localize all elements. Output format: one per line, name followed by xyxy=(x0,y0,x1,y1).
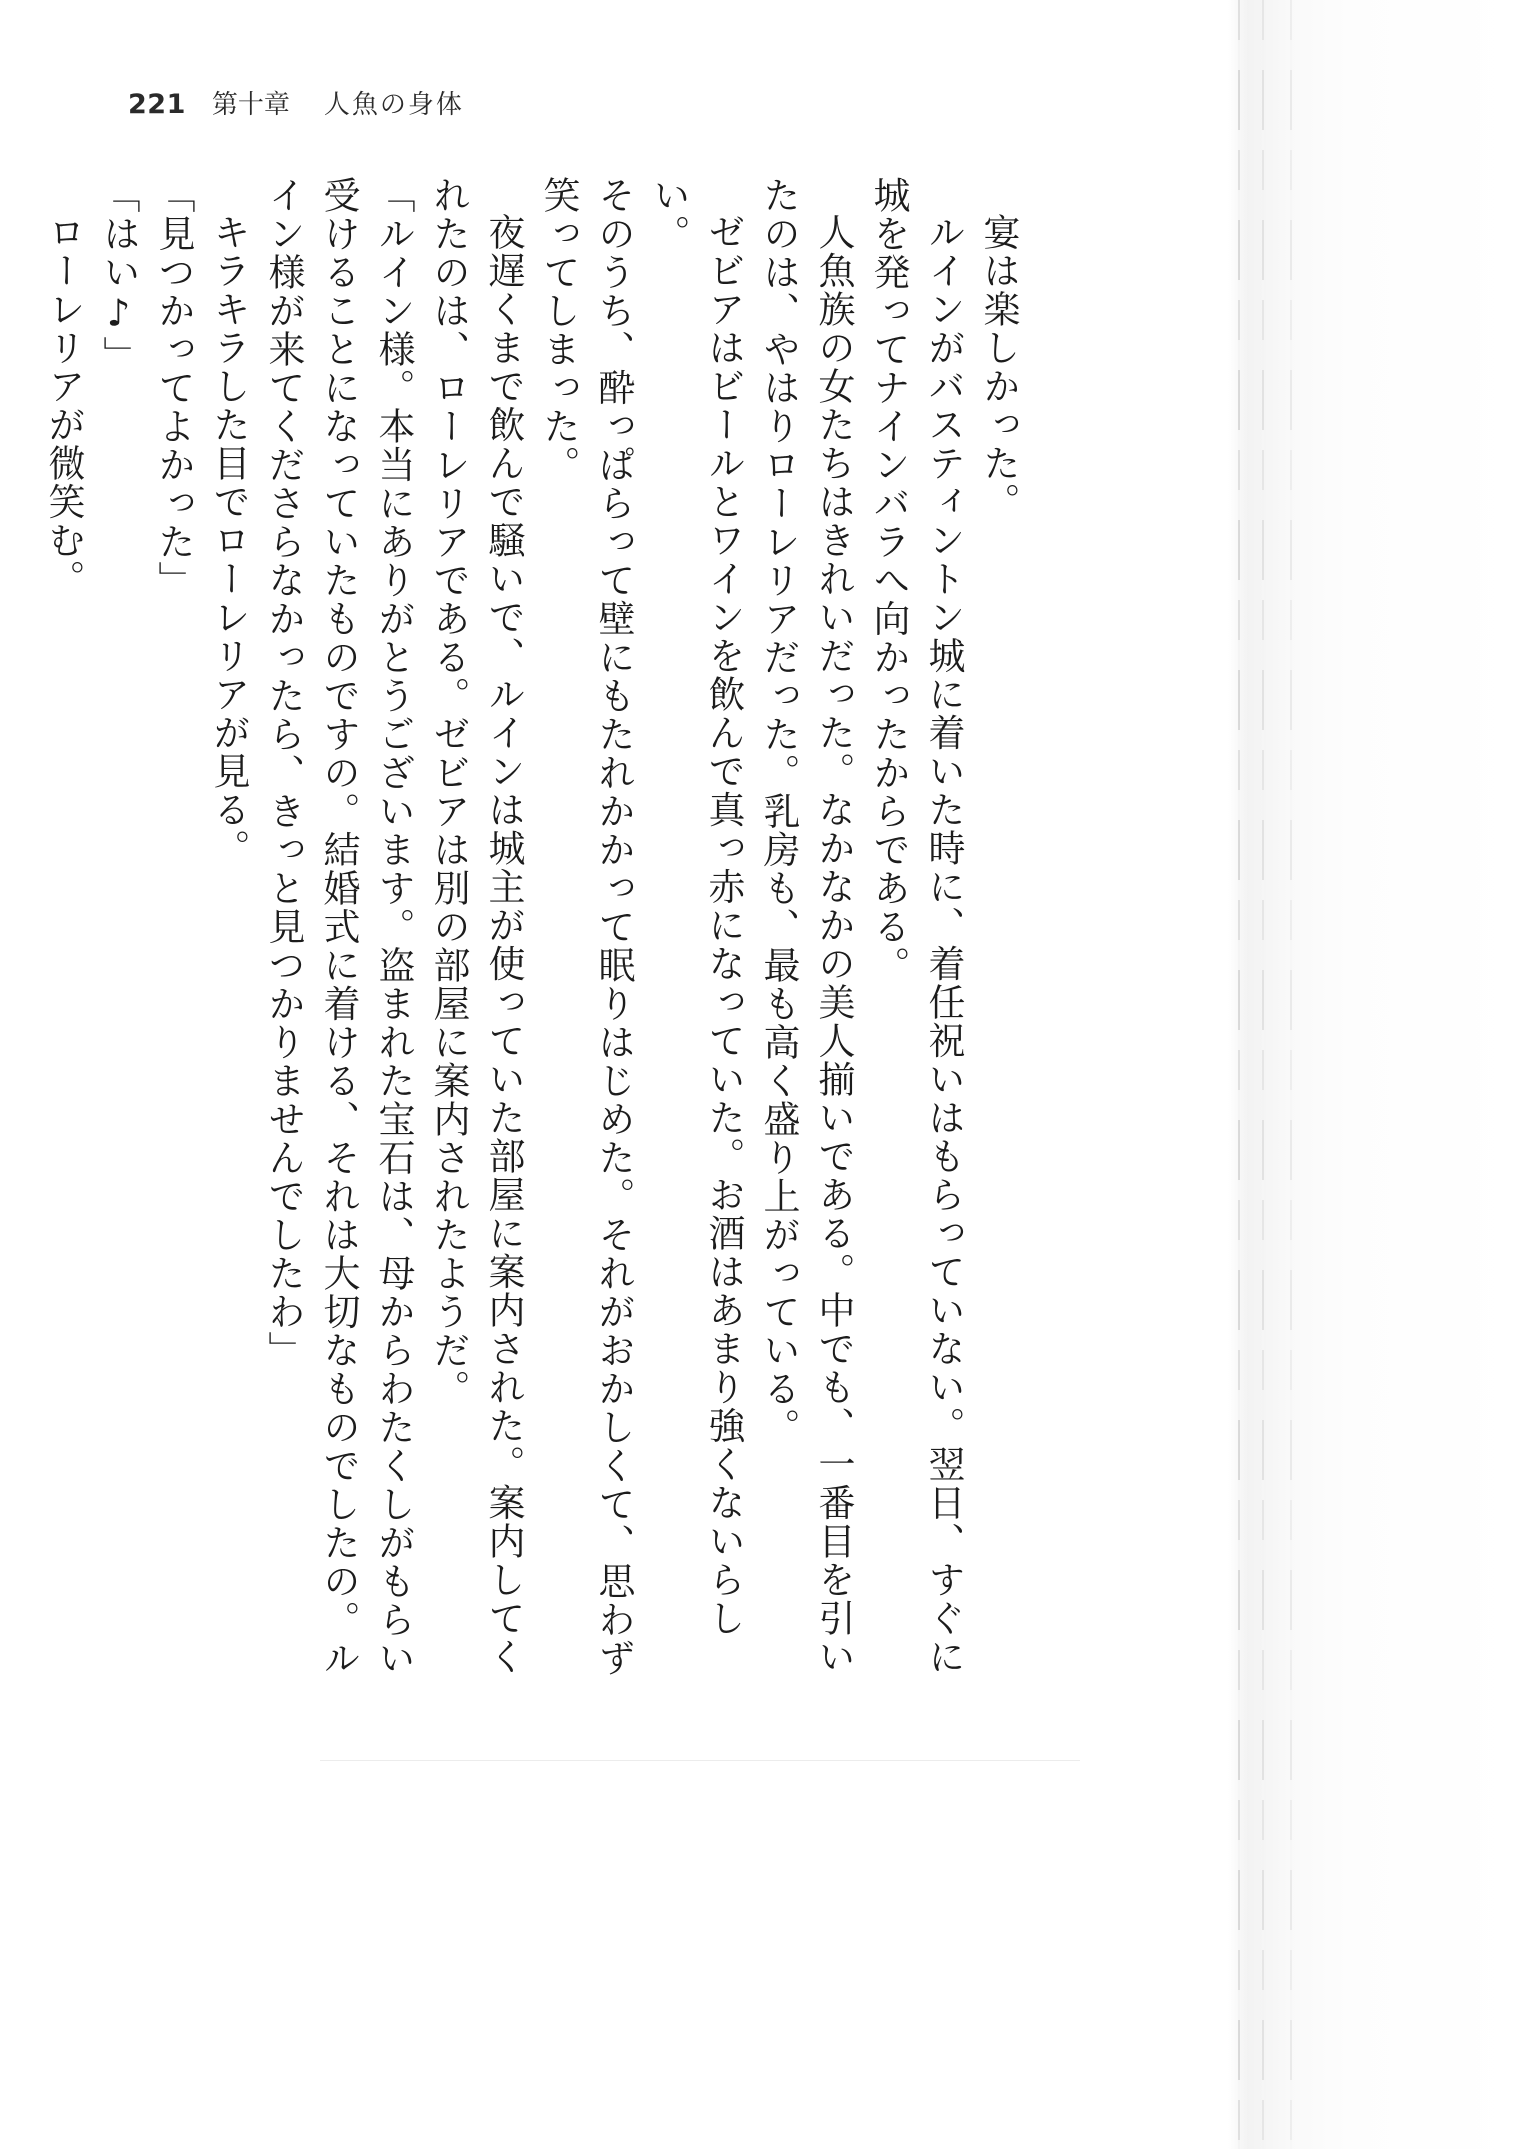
page-number: 221 xyxy=(128,89,186,120)
scan-edge-line xyxy=(1262,0,1264,2149)
dialogue-paragraph: 「見つかってよかった」 xyxy=(152,176,195,600)
paragraph: 宴は楽しかった。 xyxy=(977,213,1020,521)
paragraph: 人魚族の女たちはきれいだった。なかなかの美人揃いである。中でも、一番目を引いたのは、やはりローレリアだった。乳房も、最も高く盛り上がっている。 xyxy=(757,176,855,1676)
chapter-number: 第十章 xyxy=(211,90,290,120)
paragraph: ローレリアが微笑む。 xyxy=(42,213,85,598)
paragraph: そのうち、酔っぱらって壁にもたれかかって眠りはじめた。それがおかしくて、思わず笑ってしまった。 xyxy=(537,176,635,1678)
chapter-title: 人魚の身体 xyxy=(323,90,464,120)
paragraph: ルインがバスティントン城に着いた時に、着任祝いはもらっていない。翌日、すぐに城を発ってナインバラへ向かったからである。 xyxy=(867,176,965,1676)
paragraph: ゼビアはビールとワインを飲んで真っ赤になっていた。お酒はあまり強くないらしい。 xyxy=(647,176,745,1638)
paragraph: キラキラした目でローレリアが見る。 xyxy=(207,213,250,868)
scan-edge-line xyxy=(1290,0,1292,2149)
scan-edge-line xyxy=(1238,0,1240,2149)
scan-fold-line xyxy=(320,1760,1080,1761)
dialogue-paragraph: 「はい♪」 xyxy=(97,176,140,375)
scan-edge-shadow xyxy=(1228,0,1517,2149)
paragraph: 夜遅くまで飲んで騒いで、ルインは城主が使っていた部屋に案内された。案内してくれたのは、ローレリアである。ゼビアは別の部屋に案内されたようだ。 xyxy=(427,176,525,1676)
running-header xyxy=(128,84,464,124)
dialogue-paragraph: 「ルイン様。本当にありがとうございます。盗まれた宝石は、母からわたくしがもらい受けることになっていたものですの。結婚式に着ける、それは大切なものでしたの。ルイン様が来てくださらなかったら、きっと見つかりませんでしたわ」 xyxy=(262,176,415,1678)
body-text xyxy=(42,176,1026,1698)
